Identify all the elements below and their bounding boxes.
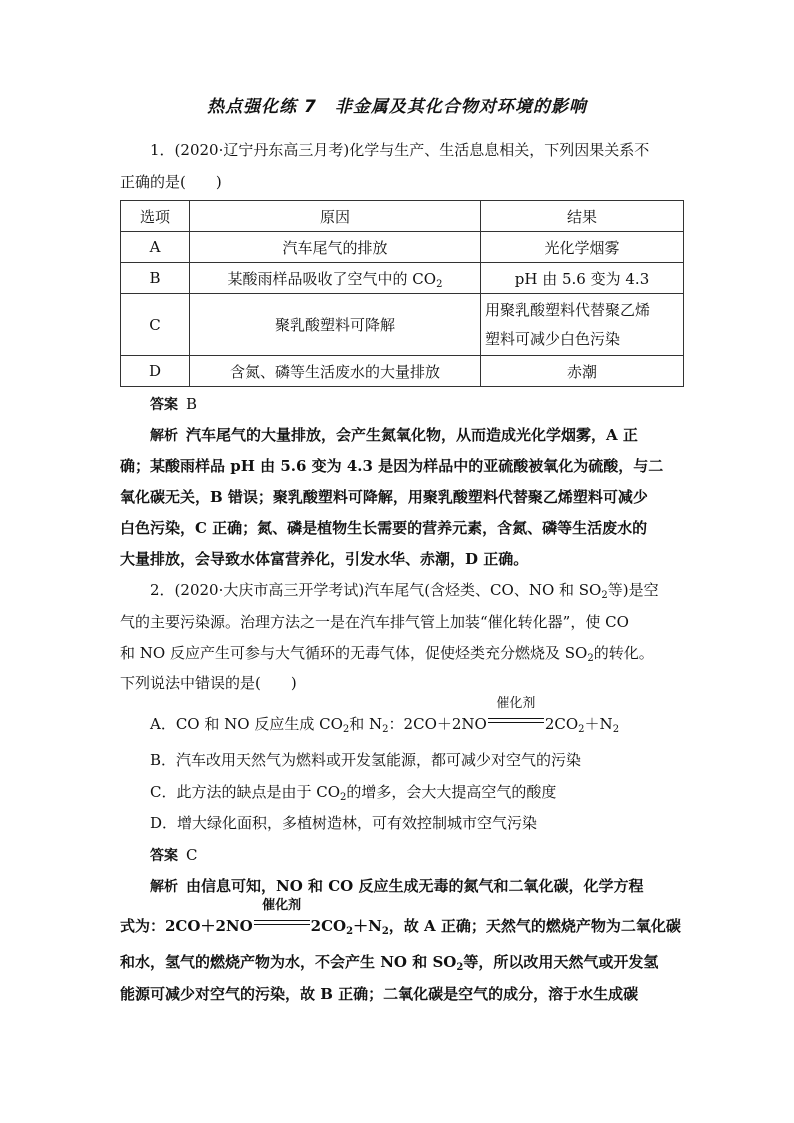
q2-analysis-line2 [120,898,681,937]
analysis-text: 等，所以改用天然气或开发氢 [463,953,659,971]
table-header-cause: 原因 [190,201,481,232]
q1-table [120,200,684,387]
q2-stem-line3 [120,643,654,663]
q2-stem-text: 和 NO 反应产生可参与大气循环的无毒气体，促使烃类充分燃烧及 SO [120,644,588,662]
option-text: 的增多，会大大提高空气的酸度 [346,783,557,801]
subscript: 2 [342,724,350,735]
subscript: 2 [381,926,389,937]
double-line-icon [488,718,544,723]
row-c-option: C [121,294,190,356]
table-row [121,356,684,387]
q1-analysis-line3: 氧化碳无关，B 错误；聚乳酸塑料可降解，用聚乳酸塑料代替聚乙烯塑料可减少 [120,488,648,506]
q1-analysis-line4: 白色污染，C 正确；氮、磷是植物生长需要的营养元素，含氮、磷等生活废水的 [120,519,648,537]
catalyst-label: 催化剂 [496,696,536,711]
q1-analysis-line2: 确；某酸雨样品 pH 由 5.6 变为 4.3 是因为样品中的亚硫酸被氧化为硫酸，与二 [120,457,664,475]
table-header-row [121,201,684,232]
table-row [121,263,684,294]
row-b-cause [190,263,481,294]
answer-value: B [186,395,198,413]
subscript: 2 [612,724,620,735]
catalyst-equals-sign [254,898,310,931]
q1-answer [150,394,197,415]
row-d-option: D [121,356,190,387]
option-text: C．此方法的缺点是由于 CO [150,783,341,801]
q2-stem-text: 的转化。 [593,644,654,662]
q2-analysis-line4: 能源可减少对空气的污染，故 B 正确；二氧化碳是空气的成分，溶于水生成碳 [120,985,639,1003]
q2-analysis-line3 [120,952,658,972]
q1-analysis-line5: 大量排放，会导致水体富营养化，引发水华、赤潮，D 正确。 [120,550,529,568]
row-c-result [481,294,684,356]
row-c-result-line1: 用聚乳酸塑料代替聚乙烯 [485,300,651,319]
table-header-result: 结果 [481,201,684,232]
catalyst-equals-sign [488,696,544,729]
q2-stem-line2: 气的主要污染源。治理方法之一是在汽车排气管上加装“催化转化器”，使 CO [120,613,629,631]
row-a-option: A [121,232,190,263]
analysis-text: 汽车尾气的大量排放，会产生氮氧化物，从而造成光化学烟雾，A 正 [186,426,638,444]
option-text: ＋N [584,715,613,733]
subscript: 2 [578,724,585,735]
page-title: 热点强化练 7 非金属及其化合物对环境的影响 [207,97,587,117]
option-text: A．CO 和 NO 反应生成 CO [150,715,343,733]
q2-analysis-line1 [150,876,643,897]
answer-value: C [186,846,198,864]
row-c-cause: 聚乳酸塑料可降解 [190,294,481,356]
option-text: ：2CO＋2NO [388,715,487,733]
subscript: 2 [587,653,594,664]
subscript: 2 [340,792,347,803]
double-line-icon [254,920,310,925]
q2-option-d: D．增大绿化面积，多植树造林，可有效控制城市空气污染 [150,814,538,832]
analysis-text: 和水，氢气的燃烧产物为水，不会产生 NO 和 SO [120,953,457,971]
q2-option-b: B．汽车改用天然气为燃料或开发氢能源，都可减少对空气的污染 [150,751,582,769]
subscript: 2 [346,926,354,937]
subscript: 2 [436,278,443,290]
table-header-option: 选项 [121,201,190,232]
table-row [121,232,684,263]
row-b-cause-text: 某酸雨样品吸收了空气中的 CO [227,269,437,288]
q2-stem-line4: 下列说法中错误的是( ) [120,674,297,692]
analysis-text: 式为：2CO＋2NO [120,917,253,935]
row-a-cause: 汽车尾气的排放 [190,232,481,263]
analysis-text: 2CO [310,917,347,935]
row-b-result: pH 由 5.6 变为 4.3 [481,263,684,294]
q2-stem-text: 等)是空 [607,581,659,599]
row-d-result: 赤潮 [481,356,684,387]
q2-stem-line1 [150,580,659,600]
row-b-option: B [121,263,190,294]
answer-label: 答案 [150,397,178,413]
q2-answer [150,845,197,866]
q1-stem-line1: 1．(2020·辽宁丹东高三月考)化学与生产、生活息息相关，下列因果关系不 [150,141,650,159]
q1-analysis-line1 [150,425,638,446]
option-text: 和 N [349,715,383,733]
analysis-text: ，故 A 正确；天然气的燃烧产物为二氧化碳 [388,917,681,935]
row-c-result-line2: 塑料可减少白色污染 [485,329,621,348]
subscript: 2 [456,962,464,973]
answer-label: 答案 [150,848,178,864]
analysis-label: 解析 [150,879,178,895]
row-d-cause: 含氮、磷等生活废水的大量排放 [190,356,481,387]
catalyst-label: 催化剂 [262,898,302,913]
q2-option-a [150,696,620,735]
option-text: 2CO [544,715,579,733]
analysis-label: 解析 [150,428,178,444]
subscript: 2 [601,590,608,601]
row-a-result: 光化学烟雾 [481,232,684,263]
table-row [121,294,684,356]
subscript: 2 [382,724,389,735]
q2-option-c [150,782,556,802]
q2-stem-text: 2．(2020·大庆市高三开学考试)汽车尾气(含烃类、CO、NO 和 SO [150,581,602,599]
q1-stem-line2: 正确的是( ) [120,173,222,191]
analysis-text: 由信息可知，NO 和 CO 反应生成无毒的氮气和二氧化碳，化学方程 [186,877,644,895]
analysis-text: ＋N [353,917,382,935]
